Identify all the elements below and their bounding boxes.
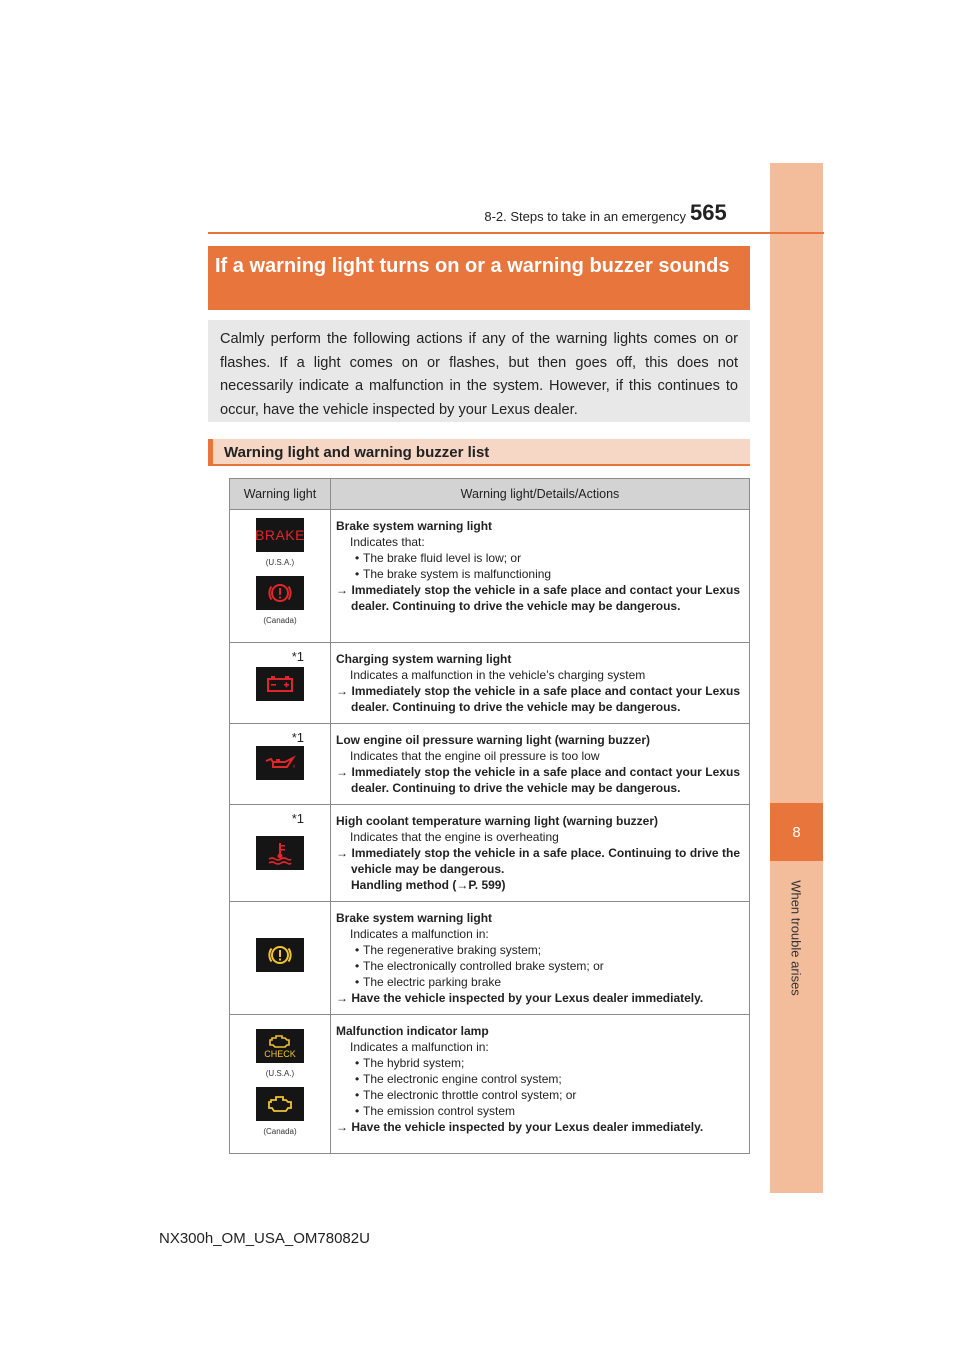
table-row	[230, 724, 750, 805]
warning-bullet: • The electronic engine control system;	[336, 1071, 740, 1087]
warning-intro: Indicates a malfunction in the vehicle’s charging system	[350, 668, 646, 682]
warning-bullet: • The emission control system	[336, 1103, 740, 1119]
footnote-marker: *1	[291, 730, 304, 745]
page-number: 565	[690, 200, 727, 225]
warning-title: Charging system warning light	[336, 652, 512, 666]
brake-text-lamp-icon	[256, 518, 304, 552]
warning-title: Low engine oil pressure warning light (warning buzzer)	[336, 733, 651, 747]
brake-circle-amber-icon	[256, 938, 304, 972]
header-rule	[208, 232, 824, 234]
page-title: If a warning light turns on or a warning buzzer sounds	[208, 246, 750, 310]
battery-icon	[256, 667, 304, 701]
intro-paragraph: Calmly perform the following actions if any of the warning lights comes on or flashes. If a light comes on or flashes, but then goes off, this does not necessarily indicate a malfunction in the system. However, if this continues to occur, have the vehicle inspected by your Lexus dealer.	[208, 320, 750, 422]
footnote-marker: *1	[291, 649, 304, 664]
section-subheading: Warning light and warning buzzer list	[208, 439, 750, 466]
warning-title: High coolant temperature warning light (warning buzzer)	[336, 814, 659, 828]
section-reference: 8-2. Steps to take in an emergency	[484, 209, 686, 224]
details-cell	[331, 805, 750, 902]
engine-icon	[256, 1087, 304, 1121]
details-cell	[331, 510, 750, 643]
chapter-number: 8	[770, 803, 823, 861]
check-lamp-text: CHECK	[264, 1048, 296, 1059]
header-details-actions: Warning light/Details/Actions	[331, 479, 750, 510]
details-cell	[331, 643, 750, 724]
table-row	[230, 805, 750, 902]
warning-light-table	[229, 478, 750, 1154]
icon-cell	[230, 1015, 331, 1154]
chapter-side-tab	[770, 163, 823, 1193]
warning-bullet: • The hybrid system;	[336, 1055, 740, 1071]
check-engine-icon	[256, 1029, 304, 1063]
warning-intro: Indicates that the engine is overheating	[350, 830, 559, 844]
footnote-marker: *1	[291, 811, 304, 826]
warning-bullet: • The regenerative braking system;	[336, 942, 740, 958]
warning-action: → Have the vehicle inspected by your Lexus dealer immediately.	[336, 1120, 704, 1134]
oil-can-icon	[256, 746, 304, 780]
canada-label: (Canada)	[263, 1127, 297, 1136]
table-row	[230, 510, 750, 643]
warning-bullet: • The electronic throttle control system; or	[336, 1087, 740, 1103]
warning-bullet: • The brake system is malfunctioning	[336, 566, 740, 582]
warning-action: → Have the vehicle inspected by your Lexus dealer immediately.	[336, 991, 704, 1005]
icon-cell	[230, 643, 331, 724]
table-row	[230, 643, 750, 724]
warning-title: Brake system warning light	[336, 519, 493, 533]
icon-cell	[230, 510, 331, 643]
icon-cell	[230, 805, 331, 902]
table-header-row	[230, 479, 750, 510]
icon-cell	[230, 724, 331, 805]
details-cell	[331, 1015, 750, 1154]
warning-bullet: • The brake fluid level is low; or	[336, 550, 740, 566]
canada-label: (Canada)	[263, 616, 297, 625]
table-row	[230, 902, 750, 1015]
chapter-title	[786, 868, 806, 1008]
details-cell	[331, 724, 750, 805]
icon-cell	[230, 902, 331, 1015]
warning-intro: Indicates that:	[350, 535, 425, 549]
warning-action: → Immediately stop the vehicle in a safe place and contact your Lexus dealer. Continuing to drive the vehicle may be dangerous.	[336, 684, 740, 714]
warning-action: → Immediately stop the vehicle in a safe place and contact your Lexus dealer. Continuing to drive the vehicle may be dangerous.	[336, 765, 740, 795]
coolant-temperature-icon	[256, 836, 304, 870]
brake-lamp-text: BRAKE	[255, 527, 305, 543]
details-cell	[331, 902, 750, 1015]
brake-circle-red-icon	[256, 576, 304, 610]
warning-intro: Indicates a malfunction in:	[350, 927, 489, 941]
warning-intro: Indicates a malfunction in:	[350, 1040, 489, 1054]
usa-label: (U.S.A.)	[265, 1069, 295, 1078]
header-warning-light: Warning light	[230, 479, 331, 510]
warning-bullet: • The electronically controlled brake system; or	[336, 958, 740, 974]
usa-label: (U.S.A.)	[265, 558, 295, 567]
warning-action: → Immediately stop the vehicle in a safe place and contact your Lexus dealer. Continuing to drive the vehicle may be dangerous.	[336, 583, 740, 613]
handling-method-reference: Handling method (→P. 599)	[351, 878, 506, 892]
warning-title: Brake system warning light	[336, 911, 493, 925]
warning-intro: Indicates that the engine oil pressure is too low	[350, 749, 600, 763]
warning-bullet: • The electric parking brake	[336, 974, 740, 990]
warning-title: Malfunction indicator lamp	[336, 1024, 489, 1038]
table-row	[230, 1015, 750, 1154]
chapter-title-text: When trouble arises	[788, 880, 804, 996]
document-code: NX300h_OM_USA_OM78082U	[159, 1230, 370, 1247]
warning-action: → Immediately stop the vehicle in a safe place. Continuing to drive the vehicle may be dangerous.	[336, 846, 740, 876]
